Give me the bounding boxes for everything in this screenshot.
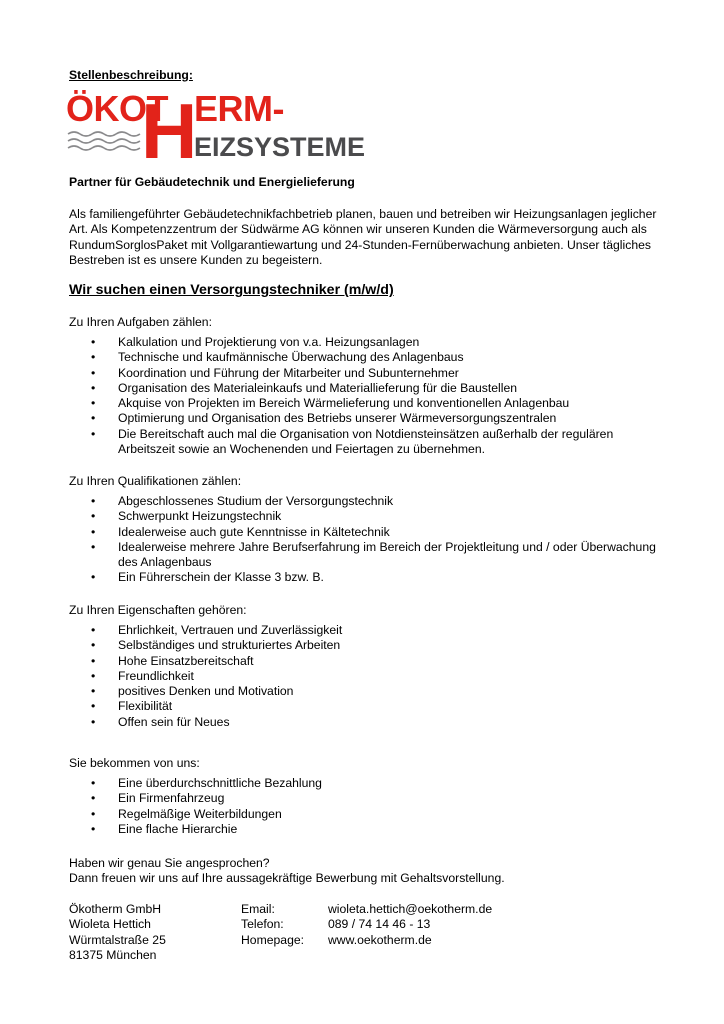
list-item	[69, 396, 669, 411]
list-item-text: Regelmäßige Weiterbildungen	[118, 806, 282, 821]
bullet-list	[69, 623, 669, 730]
contact-block	[69, 902, 669, 963]
list-item-text: Technische und kaufmännische Überwachung des Anlagenbaus	[118, 350, 464, 365]
bullet-icon: •	[91, 684, 96, 699]
list-item	[69, 638, 669, 653]
list-item	[69, 411, 669, 426]
logo-text-eizsysteme: EIZSYSTEME	[194, 132, 366, 162]
contact-row	[69, 933, 669, 948]
list-item-text: Organisation des Materialeinkaufs und Materiallieferung für die Baustellen	[118, 380, 518, 395]
closing-line: Haben wir genau Sie angesprochen?	[69, 856, 270, 870]
list-item	[69, 540, 669, 571]
bullet-icon: •	[91, 411, 96, 426]
list-item-text: Idealerweise auch gute Kenntnisse in Kältetechnik	[118, 524, 390, 539]
logo-text-erm: ERM-	[194, 88, 284, 129]
section-label: Zu Ihren Aufgaben zählen:	[69, 315, 212, 329]
bullet-icon: •	[91, 494, 96, 508]
bullet-icon: •	[91, 365, 96, 380]
list-item-text: Idealerweise mehrere Jahre Berufserfahrung im Bereich der Projektleitung und / oder Überwachung	[118, 539, 656, 554]
contact-row	[69, 902, 669, 917]
bullet-list	[69, 776, 669, 837]
list-item	[69, 684, 669, 699]
bullet-icon: •	[91, 350, 96, 365]
bullet-list	[69, 494, 669, 586]
logo-wave-lines-icon	[68, 132, 140, 150]
bullet-icon: •	[91, 714, 96, 729]
list-item-text: Arbeitszeit sowie an Wochenenden und Feiertagen zu übernehmen.	[118, 442, 485, 457]
contact-address-cell: Wioleta Hettich	[69, 917, 151, 932]
list-item-text: Koordination und Führung der Mitarbeiter und Subunternehmer	[118, 365, 459, 380]
list-item	[69, 494, 669, 509]
contact-row	[69, 948, 669, 963]
list-item-text: Kalkulation und Projektierung von v.a. Heizungsanlagen	[118, 335, 420, 349]
bullet-icon: •	[91, 539, 96, 554]
bullet-icon: •	[91, 623, 96, 637]
list-item	[69, 570, 669, 585]
bullet-icon: •	[91, 699, 96, 714]
bullet-icon: •	[91, 509, 96, 524]
list-item	[69, 381, 669, 396]
list-item-text: positives Denken und Motivation	[118, 684, 294, 699]
list-item	[69, 654, 669, 669]
list-item-text: Akquise von Projekten im Bereich Wärmelieferung und konventionellen Anlagenbau	[118, 396, 570, 411]
bullet-icon: •	[91, 668, 96, 683]
bullet-icon: •	[91, 335, 96, 349]
list-item-text: Hohe Einsatzbereitschaft	[118, 653, 254, 668]
intro-line: RundumSorglosPaket mit Vollgarantiewartung und 24-Stunden-Fernüberwachung anbieten. Unser tägliches	[69, 237, 651, 252]
list-item-text: Offen sein für Neues	[118, 714, 230, 729]
bullet-icon: •	[91, 776, 96, 790]
bullet-icon: •	[91, 380, 96, 395]
contact-label-cell: Telefon:	[241, 917, 284, 932]
section-label: Zu Ihren Qualifikationen zählen:	[69, 474, 242, 488]
list-item	[69, 822, 669, 837]
oekotherm-logo	[66, 88, 366, 164]
company-tagline: Partner für Gebäudetechnik und Energielieferung	[69, 175, 355, 189]
contact-address-cell: Würmtalstraße 25	[69, 932, 166, 947]
intro-line: Art. Als Kompetenzzentrum der Südwärme AG können wir unseren Kunden die Wärmeversorgung auch als	[69, 222, 647, 237]
list-item	[69, 509, 669, 524]
list-item-text: Schwerpunkt Heizungstechnik	[118, 509, 282, 524]
list-item-text: Ehrlichkeit, Vertrauen und Zuverlässigkeit	[118, 623, 343, 637]
list-item	[69, 623, 669, 638]
list-item-text: des Anlagenbaus	[118, 555, 212, 570]
list-item-text: Flexibilität	[118, 699, 173, 714]
closing-line: Dann freuen wir uns auf Ihre aussagekräftige Bewerbung mit Gehaltsvorstellung.	[69, 871, 505, 886]
list-item	[69, 791, 669, 806]
list-item	[69, 427, 669, 458]
list-item-text: Ein Führerschein der Klasse 3 bzw. B.	[118, 570, 324, 585]
contact-value-cell: www.oekotherm.de	[328, 932, 432, 947]
contact-row	[69, 917, 669, 932]
contact-value-cell: 089 / 74 14 46 - 13	[328, 917, 431, 932]
contact-address-cell: 81375 München	[69, 947, 157, 962]
list-item-text: Freundlichkeit	[118, 668, 194, 683]
contact-label-cell: Homepage:	[241, 932, 305, 947]
list-item	[69, 366, 669, 381]
bullet-icon: •	[91, 806, 96, 821]
list-item	[69, 350, 669, 365]
list-item-text: Eine überdurchschnittliche Bezahlung	[118, 776, 322, 790]
list-item	[69, 335, 669, 350]
bullet-icon: •	[91, 524, 96, 539]
bullet-icon: •	[91, 426, 96, 441]
list-item-text: Die Bereitschaft auch mal die Organisation von Notdiensteinsätzen außerhalb der regulären	[118, 426, 614, 441]
bullet-list	[69, 335, 669, 457]
bullet-icon: •	[91, 396, 96, 411]
bullet-icon: •	[91, 791, 96, 806]
list-item	[69, 669, 669, 684]
bullet-icon: •	[91, 638, 96, 653]
job-title: Wir suchen einen Versorgungstechniker (m/w/d)	[69, 282, 394, 298]
section-label: Sie bekommen von uns:	[69, 756, 200, 770]
list-item-text: Selbständiges und strukturiertes Arbeiten	[118, 638, 341, 653]
logo-text-big-h: H	[141, 88, 198, 164]
page-heading: Stellenbeschreibung:	[69, 68, 193, 82]
list-item	[69, 525, 669, 540]
contact-address-cell: Ökotherm GmbH	[69, 902, 162, 916]
list-item	[69, 807, 669, 822]
intro-paragraph	[69, 207, 669, 268]
list-item-text: Ein Firmenfahrzeug	[118, 791, 225, 806]
list-item	[69, 715, 669, 730]
intro-line: Als familiengeführter Gebäudetechnikfachbetrieb planen, bauen und betreiben wir Heizungsanlagen jeglicher	[69, 207, 657, 221]
intro-line: Bestreben ist es unsere Kunden zu begeistern.	[69, 252, 323, 267]
bullet-icon: •	[91, 653, 96, 668]
list-item-text: Abgeschlossenes Studium der Versorgungstechnik	[118, 494, 394, 508]
bullet-icon: •	[91, 570, 96, 585]
logo-text-oekot: ÖKOT	[66, 88, 168, 129]
contact-label-cell: Email:	[241, 902, 275, 916]
list-item	[69, 699, 669, 714]
list-item-text: Eine flache Hierarchie	[118, 821, 238, 836]
closing-text	[69, 856, 505, 887]
bullet-icon: •	[91, 821, 96, 836]
section-label: Zu Ihren Eigenschaften gehören:	[69, 603, 247, 617]
contact-value-cell: wioleta.hettich@oekotherm.de	[328, 902, 493, 916]
list-item-text: Optimierung und Organisation des Betriebs unserer Wärmeversorgungszentralen	[118, 411, 557, 426]
list-item	[69, 776, 669, 791]
